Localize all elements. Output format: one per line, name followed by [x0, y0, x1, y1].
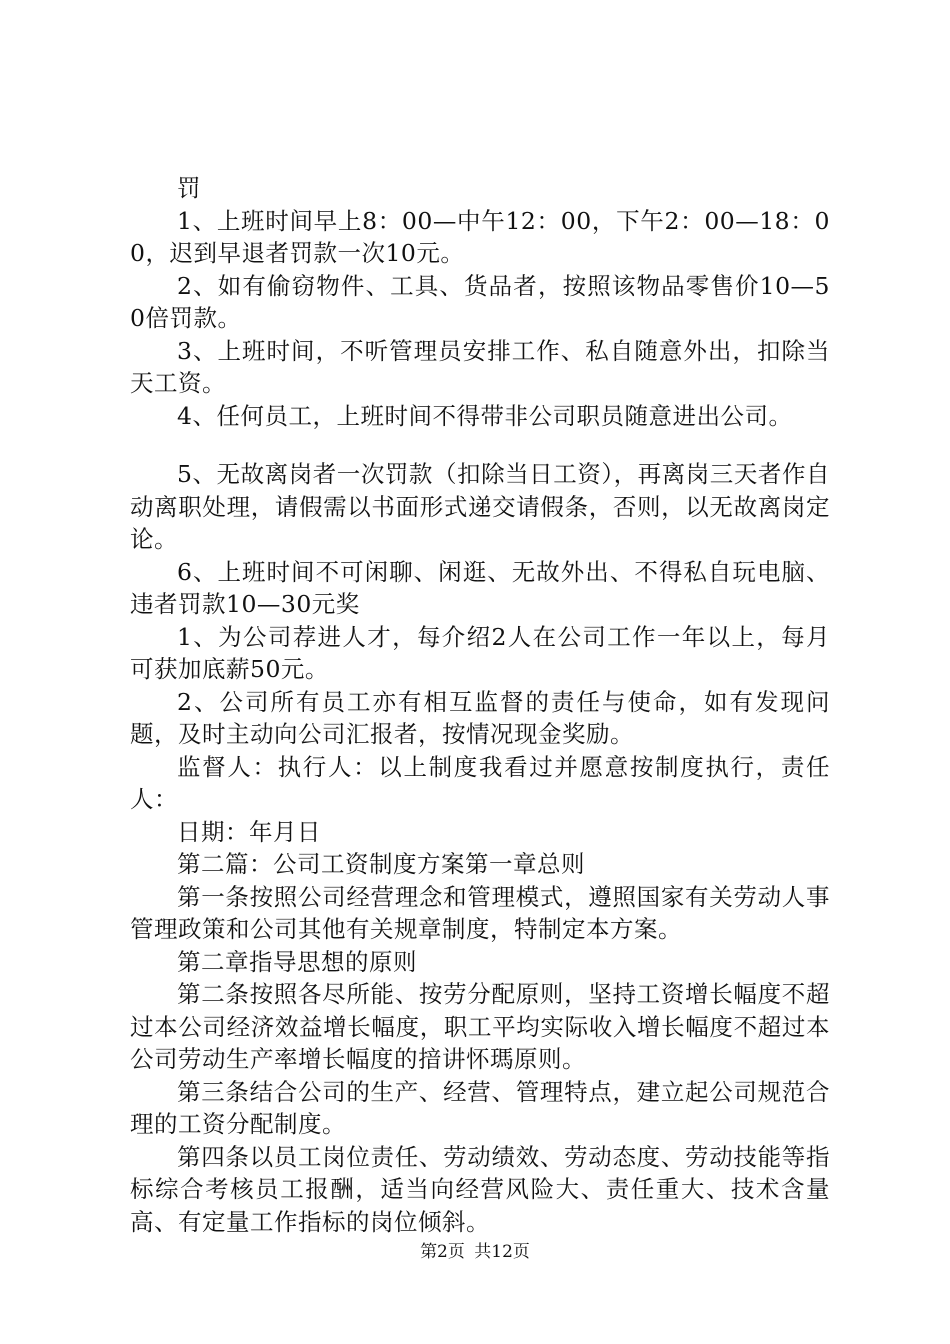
- paragraph-article-2: 第二条按照各尽所能、按劳分配原则，坚持工资增长幅度不超过本公司经济效益增长幅度，职工平均实际收入增长幅度不超过本公司劳动生产率增长幅度的揞讲怀瑪原则。: [130, 980, 830, 1073]
- paragraph-signatures: 监督人：执行人：以上制度我看过并愿意按制度执行，责任人：: [130, 752, 830, 813]
- paragraph-reward-1: 1、为公司荐进人才，每介绍2人在公司工作一年以上，每月可获加底薪50元。: [130, 622, 830, 683]
- paragraph-penalty-heading: 罚: [177, 174, 201, 202]
- page-footer: [0, 1242, 950, 1262]
- paragraph-penalty-4: 4、任何员工，上班时间不得带非公司职员随意进出公司。: [177, 401, 793, 430]
- paragraph-chapter-2: 第二章指导思想的原则: [177, 947, 417, 976]
- paragraph-article-4: 第四条以员工岗位责任、劳动绩效、劳动态度、劳动技能等指标综合考核员工报酬，适当向经营风险大、责任重大、技术含量高、有定量工作指标的岗位倾斜。: [130, 1142, 830, 1236]
- document-body: [130, 172, 830, 1238]
- paragraph-penalty-6: 6、上班时间不可闲聊、闲逛、无故外出、不得私自玩电脑、违者罚款10—30元奖: [130, 557, 830, 618]
- paragraph-penalty-3: 3、上班时间，不听管理员安排工作、私自随意外出，扣除当天工资。: [130, 336, 830, 397]
- paragraph-penalty-1: 1、上班时间早上8：00—中午12：00，下午2：00—18：00，迟到早退者罚款一次10元。: [130, 206, 830, 267]
- paragraph-part2-title: 第二篇：公司工资制度方案第一章总则: [177, 850, 585, 878]
- paragraph-reward-2: 2、公司所有员工亦有相互监督的责任与使命，如有发现问题，及时主动向公司汇报者，按情况现金奖励。: [130, 687, 830, 748]
- paragraph-date: 日期：年月日: [177, 817, 321, 846]
- paragraph-gap: [130, 432, 830, 458]
- paragraph-penalty-5: 5、无故离岗者一次罚款（扣除当日工资），再离岗三天者作自动离职处理，请假需以书面形式递交请假条，否则，以无故离岗定论。: [130, 460, 830, 553]
- page-total: 共12页: [474, 1242, 530, 1262]
- paragraph-article-1: 第一条按照公司经营理念和管理模式，遵照国家有关劳动人事管理政策和公司其他有关规章制度，特制定本方案。: [130, 882, 830, 943]
- page-number: 第2页: [420, 1242, 465, 1262]
- paragraph-penalty-2: 2、如有偷窃物件、工具、货品者，按照该物品零售价10—50倍罚款。: [130, 271, 830, 332]
- paragraph-article-3: 第三条结合公司的生产、经营、管理特点，建立起公司规范合理的工资分配制度。: [130, 1077, 830, 1138]
